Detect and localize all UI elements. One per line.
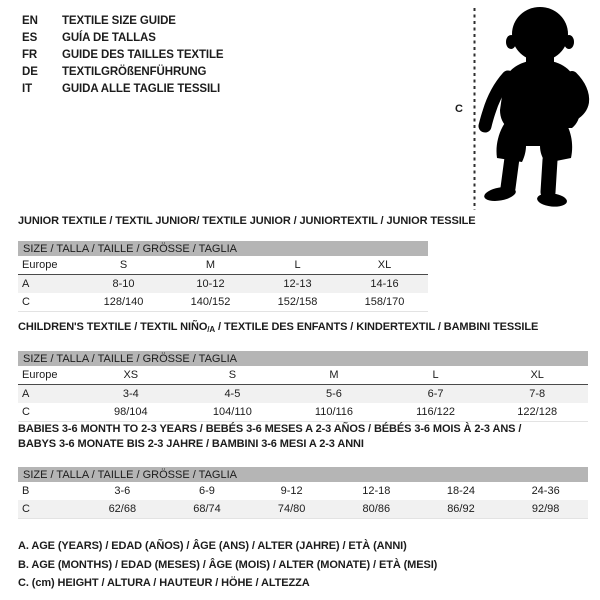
row-label: Europe (18, 366, 80, 385)
size-header-cell: SIZE / TALLA / TAILLE / GRÖSSE / TAGLIA (18, 351, 588, 366)
table-row-height (18, 403, 588, 422)
children-size-table (18, 351, 588, 422)
value-cell: 4-5 (182, 385, 284, 404)
language-code: IT (22, 83, 33, 95)
language-code: ES (22, 32, 38, 44)
language-row (22, 30, 224, 47)
value-cell: 68/74 (165, 500, 250, 519)
babies-size-table (18, 467, 588, 519)
table-row-height (18, 500, 588, 519)
junior-size-table (18, 241, 428, 312)
table-header-row (18, 351, 588, 366)
language-code: DE (22, 66, 38, 78)
value-cell: 6-9 (199, 485, 215, 497)
legend-note-c: C. (cm) HEIGHT / ALTURA / HAUTEUR / HÖHE / ALTEZZA (18, 577, 310, 589)
language-row (22, 13, 224, 30)
value-cell: 12-13 (254, 275, 341, 294)
value-cell: 7-8 (486, 385, 588, 404)
value-cell: 18-24 (446, 485, 476, 497)
table-row-europe (18, 256, 428, 275)
guide-title: GUIDA ALLE TAGLIE TESSILI (62, 83, 221, 95)
language-row (22, 47, 224, 64)
table-row-height (18, 293, 428, 312)
value-cell: 12-18 (362, 485, 391, 497)
size-cell: L (385, 366, 487, 385)
language-code: EN (22, 15, 38, 27)
table-row-europe (18, 366, 588, 385)
language-title-list (22, 13, 224, 98)
value-cell: 24-36 (531, 485, 560, 497)
value-cell: 140/152 (167, 293, 254, 312)
guide-title: GUÍA DE TALLAS (62, 32, 156, 44)
table-row-age (18, 275, 428, 294)
value-cell: 14-16 (341, 275, 428, 294)
value-cell: 74/80 (249, 500, 334, 519)
value-cell: 122/128 (486, 403, 588, 422)
title-line: BABYS 3-6 MONATE BIS 2-3 JAHRE / BAMBINI 3-6 MESI A 2-3 ANNI (18, 438, 364, 450)
value-cell: 8-10 (80, 275, 167, 294)
legend-note-a: A. AGE (YEARS) / EDAD (AÑOS) / ÂGE (ANS) / ALTER (JAHRE) / ETÀ (ANNI) (18, 540, 407, 552)
toddler-silhouette (483, 7, 583, 208)
title-text: / TEXTILE DES ENFANTS / KINDERTEXTIL / BAMBINI TESSILE (215, 321, 539, 333)
value-cell: 158/170 (341, 293, 428, 312)
value-cell: 152/158 (254, 293, 341, 312)
value-cell: 98/104 (80, 403, 182, 422)
table-header-row (18, 467, 588, 482)
row-label: B (22, 485, 30, 497)
guide-title: TEXTILE SIZE GUIDE (62, 15, 176, 27)
value-cell: 92/98 (503, 500, 588, 519)
language-row (22, 81, 224, 98)
language-row (22, 64, 224, 81)
size-cell: M (283, 366, 385, 385)
value-cell: 3-6 (114, 485, 131, 497)
value-cell: 80/86 (334, 500, 419, 519)
row-label: C (18, 403, 80, 422)
size-cell: S (182, 366, 284, 385)
table-header-row (18, 241, 428, 256)
size-header-cell: SIZE / TALLA / TAILLE / GRÖSSE / TAGLIA (18, 467, 588, 482)
table-row-age (18, 385, 588, 404)
section-title-babies (18, 422, 521, 452)
row-label: C (18, 500, 80, 519)
size-cell: S (80, 256, 167, 275)
title-line: BABIES 3-6 MONTH TO 2-3 YEARS / BEBÉS 3-6 MESES A 2-3 AÑOS / BÉBÉS 3-6 MOIS À 2-3 ANS / (18, 423, 522, 435)
row-label: Europe (18, 256, 80, 275)
value-cell: 86/92 (419, 500, 504, 519)
size-cell: XL (341, 256, 428, 275)
guide-title: TEXTILGRÖßENFÜHRUNG (62, 66, 207, 78)
guide-title: GUIDE DES TAILLES TEXTILE (62, 49, 224, 61)
section-title-junior: JUNIOR TEXTILE / TEXTIL JUNIOR/ TEXTILE JUNIOR / JUNIORTEXTIL / JUNIOR TESSILE (18, 215, 476, 227)
value-cell: 5-6 (283, 385, 385, 404)
size-cell: XL (486, 366, 588, 385)
value-cell: 9-12 (280, 485, 303, 497)
baby-figure (452, 2, 598, 214)
value-cell: 116/122 (385, 403, 487, 422)
legend-notes (18, 537, 437, 593)
size-cell: XS (80, 366, 182, 385)
value-cell: 62/68 (80, 500, 165, 519)
baby-silhouette-graphic (452, 2, 598, 214)
language-code: FR (22, 49, 38, 61)
row-label: A (18, 275, 80, 294)
title-text: CHILDREN'S TEXTILE / TEXTIL NIÑO (18, 321, 208, 333)
size-cell: L (254, 256, 341, 275)
size-cell: M (167, 256, 254, 275)
value-cell: 6-7 (385, 385, 487, 404)
size-header-cell: SIZE / TALLA / TAILLE / GRÖSSE / TAGLIA (18, 241, 428, 256)
row-label: A (18, 385, 80, 404)
value-cell: 3-4 (80, 385, 182, 404)
section-title-children (18, 321, 538, 334)
legend-note-b: B. AGE (MONTHS) / EDAD (MESES) / ÂGE (MOIS) / ALTER (MONATE) / ETÀ (MESI) (18, 558, 438, 571)
value-cell: 10-12 (167, 275, 254, 294)
value-cell: 128/140 (80, 293, 167, 312)
title-subscript: /A (207, 325, 216, 334)
value-cell: 104/110 (182, 403, 284, 422)
table-row-months (18, 482, 588, 500)
row-label: C (18, 293, 80, 312)
height-measure-label: C (455, 103, 463, 115)
value-cell: 110/116 (283, 403, 385, 422)
